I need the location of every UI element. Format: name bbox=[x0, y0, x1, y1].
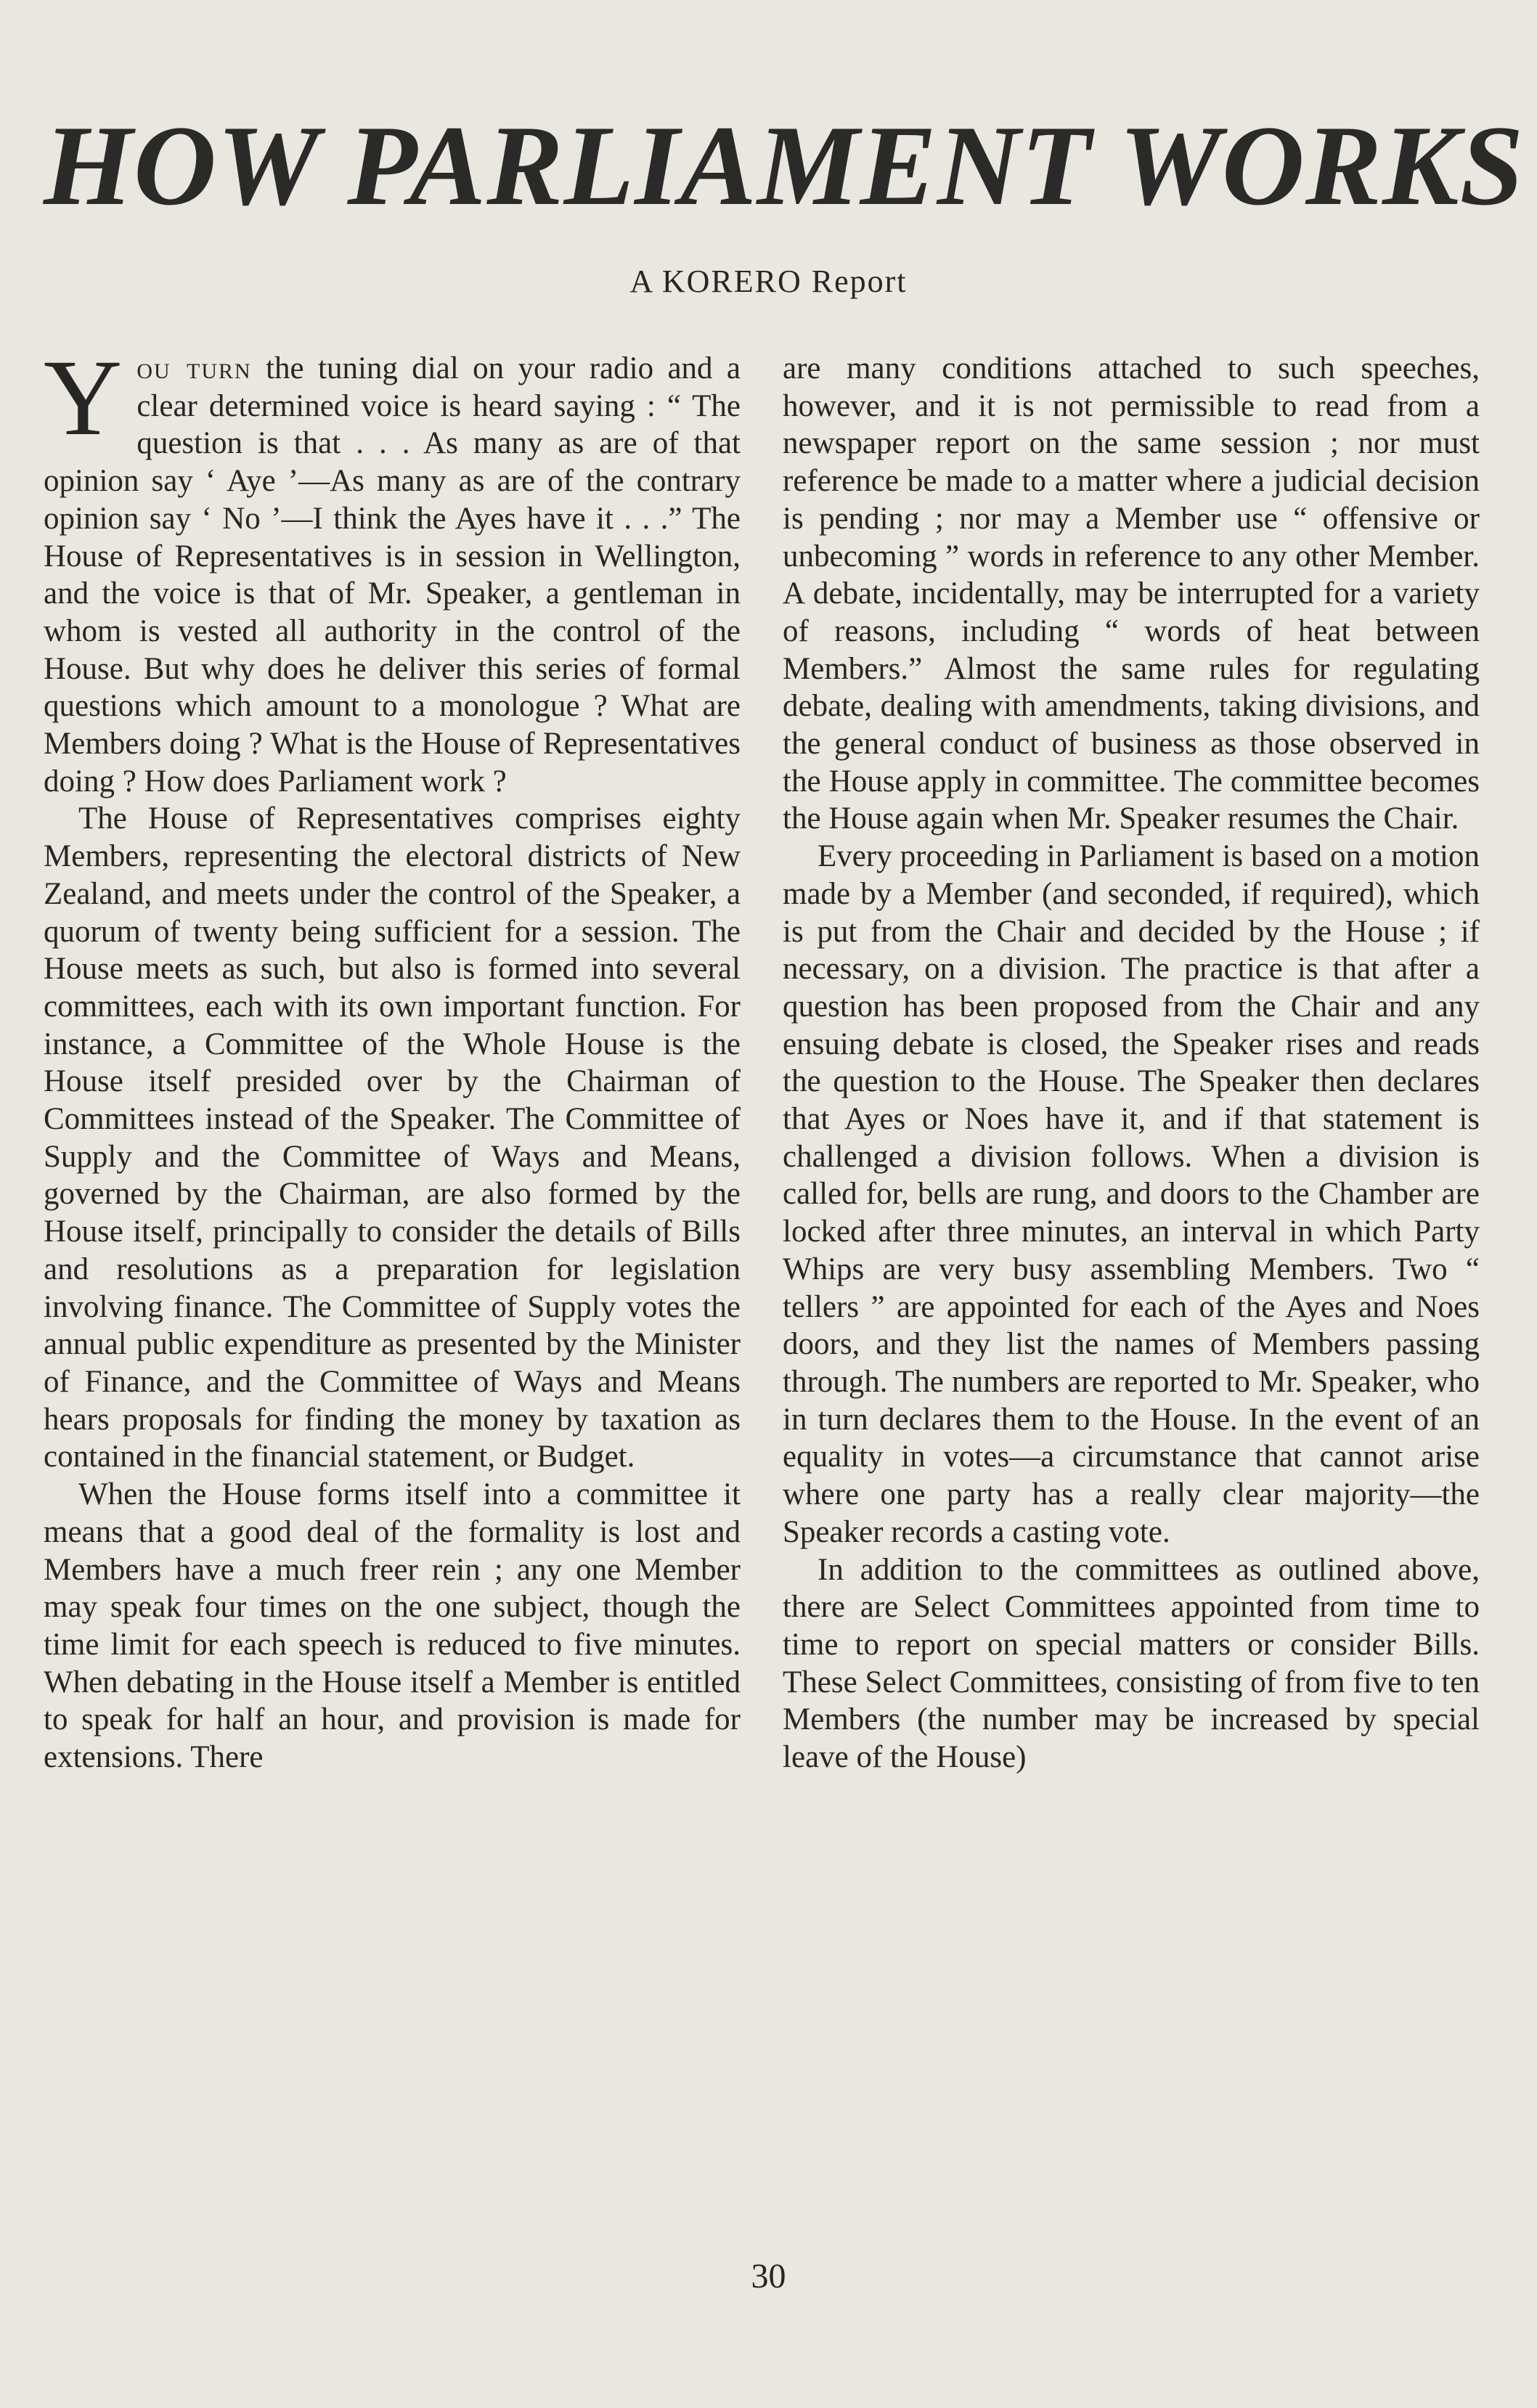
right-column bbox=[783, 350, 1480, 1776]
paragraph-2: The House of Representatives comprises eighty Members, representing the electoral districts of New Zealand, and meets under the control of the Speaker, a quorum of twenty being sufficient for a session. The House meets as such, but also is formed into several committees, each with its own important function. For instance, a Committee of the Whole House is the House itself presided over by the Chairman of Committees instead of the Speaker. The Committee of Supply and the Committee of Ways and Means, governed by the Chairman, are also formed by the House itself, principally to consider the details of Bills and resolutions as a preparation for legislation involving finance. The Committee of Supply votes the annual public expenditure as presented by the Minister of Finance, and the Committee of Ways and Means hears proposals for finding the money by taxation as contained in the financial statement, or Budget. bbox=[44, 801, 741, 1474]
lead-in-text: ou turn bbox=[136, 351, 252, 385]
page-number: 30 bbox=[751, 2257, 786, 2295]
paragraph-1-text: the tuning dial on your radio and a clear determined voice is heard saying : “ The question is that . . . As many as are of that opinion say ‘ Aye ’—As many as are of the contrary opinion say ‘ No ’—I think the Ayes have it . . .” The House of Representatives is in session in Wellington, and the voice is that of Mr. Speaker, a gentleman in whom is vested all authority in the control of the House. But why does he deliver this series of formal questions which amount to a monologue ? What are Members doing ? What is the House of Representatives doing ? How does Parliament work ? bbox=[44, 351, 741, 799]
paragraph-4: Every proceeding in Parliament is based on a motion made by a Member (and seconded, if required), which is put from the Chair and decided by the House ; if necessary, on a division. The practice is that after a question has been proposed from the Chair and any ensuing debate is closed, the Speaker rises and reads the question to the House. The Speaker then declares that Ayes or Noes have it, and if that statement is challenged a division follows. When a division is called for, bells are rung, and doors to the Chamber are locked after three minutes, an interval in which Party Whips are very busy assembling Members. Two “ tellers ” are appointed for each of the Ayes and Noes doors, and they list the names of Members passing through. The numbers are reported to Mr. Speaker, who in turn declares them to the House. In the event of an equality in votes—a circumstance that cannot arise where one party has a really clear majority—the Speaker records a casting vote. bbox=[783, 839, 1480, 1549]
drop-cap: Y bbox=[44, 338, 123, 458]
article-subtitle: A KORERO Report bbox=[629, 264, 908, 299]
paragraph-1 bbox=[44, 338, 741, 800]
article-title: HOW PARLIAMENT WORKS bbox=[44, 102, 1525, 229]
paragraph-3: When the House forms itself into a committee it means that a good deal of the formality is lost and Members have a much freer rein ; any one Member may speak four times on the one subject, though the time limit for each speech is reduced to five minutes. When debating in the House itself a Member is entitled to speak for half an hour, and provision is made for extensions. There bbox=[44, 1477, 741, 1775]
paragraph-3-continued: are many conditions attached to such speeches, however, and it is not permissible to read from a newspaper report on the same session ; nor must reference be made to a matter where a judicial decision is pending ; nor may a Member use “ offensive or unbecoming ” words in reference to any other Member. A debate, incidentally, may be interrupted for a variety of reasons, including “ words of heat between Members.” Almost the same rules for regulating debate, dealing with amendments, taking divisions, and the general conduct of business as those observed in the House apply in committee. The committee becomes the House again when Mr. Speaker resumes the Chair. bbox=[783, 351, 1480, 836]
paragraph-5: In addition to the committees as outlined above, there are Select Committees appointed from time to time to report on special matters or consider Bills. These Select Committees, consisting of from five to ten Members (the number may be increased by special leave of the House) bbox=[783, 1552, 1480, 1775]
left-column bbox=[44, 338, 741, 1776]
